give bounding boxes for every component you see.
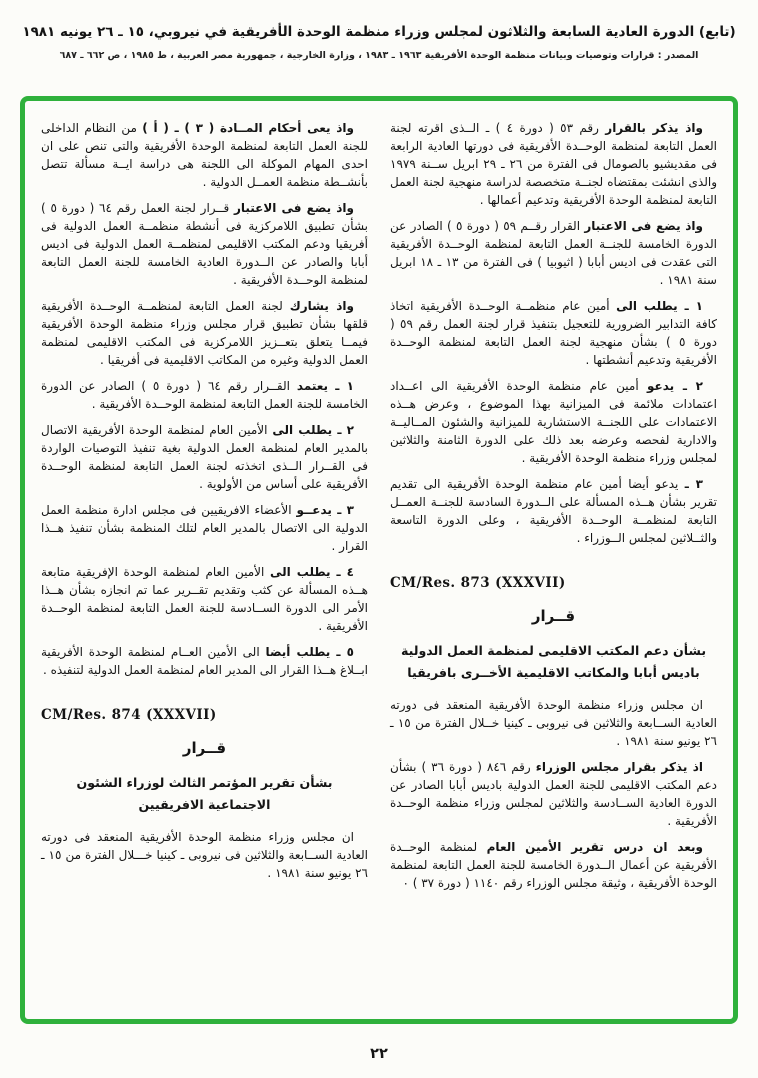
resolution-title: قــرار [182,739,227,758]
paragraph-text: ان مجلس وزراء منظمة الوحدة الأفريقية المنعقد فى دورته العادية الســابعة والثلاثين فى نيروبى ـ كينيا خــلال الفترة من ١٥ ـ ٢٦ يونيو سنة ١٩٨١ . [390,697,717,748]
paragraph [390,377,717,467]
paragraph-lead: ٢ ـ يدعو [647,379,703,393]
paragraph [41,643,368,679]
paragraph-text: الأعضاء الافريقيين فى مجلس ادارة منظمة العمل الدولية الى الاتصال بالمدير العام لتلك المنظمة بشأن تنفيذ هــذا القرار . [41,503,368,553]
resolution-subtitle: بشأن دعم المكتب الاقليمى لمنظمة العمل الدولية باديس أبابا والمكاتب الاقليمية الأخــرى بافريقيا [400,642,707,680]
paragraph [390,696,717,750]
column-right [390,119,717,1005]
paragraph-lead: اذ يذكر بقرار مجلس الوزراء [535,759,703,774]
page-footer [0,1046,758,1062]
column-left [41,119,368,1005]
paragraph-lead: ٥ ـ يطلب أيضا [265,645,354,659]
paragraph-lead: ٣ ـ يدعــو [296,503,354,517]
paragraph [41,377,368,413]
paragraph-lead: ١ ـ يطلب الى [616,299,703,313]
paragraph [41,297,368,369]
paragraph-text: رقم ٨٤٦ ( دورة ٣٦ ) بشأن دعم المكتب الاقليمى للجنة العمل الدولية باديس أبابا الصادر عن الدورة العادية الســادسة والثلاثين لمجلس وزراء منظمة الوحــدة الأفريقية . [390,759,717,828]
paragraph-text: لمنظمة الوحــدة الأفريقية عن أعمال الــدورة الخامسة للجنة العمل التابعة لمنظمة الوحدة الأفريقية ، وثيقة مجلس الوزراء رقم ١١٤٠ ( دورة ٣٧ ) ٠ [390,839,717,890]
paragraph [390,297,717,369]
paragraph-text: من النظام الداخلى للجنة العمل التابعة لمنظمة الوحدة الأفريقية والتى تنص على ان احدى المهام الموكلة الى اللجنة هى دراسة ايــة مسألة تتصل بأنشــطة منظمة العمــل الدولية . [41,121,368,189]
resolution-subtitle: بشأن تقرير المؤتمر الثالث لوزراء الشئون الاجتماعية الافريقيين [76,774,333,812]
paragraph-text: الأمين العام لمنظمة الوحدة الإفريقية متابعة هــذه المسألة عن كثب وتقديم تقــرير عما تم انجازه بشأن هــذا الأمر الى الدورة الســادسة للجنة العمل التابعة لمنظمة الوحــدة الأفريقية . [41,565,368,633]
paragraph [41,199,368,289]
paragraph [41,119,368,191]
paragraph [390,758,717,830]
paragraph-text: القــرار رقم ٦٤ ( دورة ٥ ) الصادر عن الدورة الخامسة للجنة العمل التابعة لمنظمة الوحــدة الأفريقية . [41,379,368,411]
page-header [0,0,758,61]
paragraph-text: أمين عام منظمة الوحدة الأفريقية الى اعــداد اعتمادات ملائمة فى الميزانية بهذا الموضوع ، وعرض هــذه الاعتمادات على اللجنــة الاستشارية للميزانية والشئون المــاليــة والادارية لفحصه وعرضه بعد ذلك على الدورة الثامنة والثلاثين لمجلس وزراء منظمة الوحدة الأفريقية . [390,379,717,465]
paragraph [41,421,368,493]
paragraph-text: لجنة العمل التابعة لمنظمــة الوحــدة الأفريقية قلقها بشأن تطبيق قرار مجلس وزراء منظمة الوحدة الأفريقية فيمــا يتعلق بتعــزيز اللامركزية فى المكتب الاقليمى لمنظمة العمل الدولية وغيره من المكاتب الاقليمية فى أفريقيا . [41,299,368,367]
paragraph-lead: واذ يعى أحكام المــادة ( ٣ ) ـ ( أ ) [142,121,355,135]
resolution-title: قــرار [531,607,576,626]
resolution-ref: CM/Res. 874 (XXXVII) [41,707,217,723]
paragraph [390,475,717,547]
paragraph-lead: ٣ ـ [684,477,703,491]
header-source-line: المصدر : قرارات وتوصيات وبيانات منظمة الوحدة الأفريقية ١٩٦٣ ـ ١٩٨٣ ، وزارة الخارجية ، جمهورية مصر العربية ، ط ١٩٨٥ ، ص ٦٦٢ ـ ٦٨٧ [59,50,699,61]
paragraph-lead: واذ يذكر بالقرار [605,121,703,135]
paragraph-lead: وبعد ان درس تقرير الأمين العام [486,839,703,854]
paragraph-text: أمين عام منظمــة الوحــدة الأفريقية اتخاذ كافة التدابير الضرورية للتعجيل بتنفيذ قرار لجنة العمل رقم ٥٩ ( دورة ٥ ) بشأن منهجية لجنة العمل التابعة لمنظمة الوحــدة الأفريقية وتدعيم أنشطتها . [390,299,717,367]
paragraph-lead: واذ يضع فى الاعتبار [584,219,703,233]
paragraph-text: الأمين العام لمنظمة الوحدة الأفريقية الاتصال بالمدير العام لمنظمة العمل الدولية بغية تنفيذ التوصيات الواردة فى القــرار الــذى اتخذته لجنة العمل التابعة لمنظمة الوحــدة الأفريقية على أساس من الأولوية . [41,423,368,491]
paragraph-text: قــرار لجنة العمل رقم ٦٤ ( دورة ٥ ) بشأن تطبيق اللامركزية فى أنشطة منظمــة العمل الدولية فى أفريقيا ودعم المكتب الاقليمى لمنظمــة العمل الدولية فى اديس أبابا والصادر عن الــدورة العادية الخامسة للجنة العمل التابعة لمنظمة الوحــدة الأفريقية . [41,201,368,287]
paragraph-text: رقم ٥٣ ( دورة ٤ ) ـ الــذى اقرته لجنة العمل التابعة لمنظمة الوحــدة الأفريقية فى دورتها العادية الرابعة فى مقديشيو بالصومال فى الفترة من ٢٦ ـ ٢٩ ابريل ســنة ١٩٧٩ والذى انشئت بمقتضاه لجنــة متخصصة لدراسة منهجية لجنة العمل التابعة لمنظمة الوحدة الأفريقية وتدعيم أعمالها . [390,121,717,207]
paragraph [41,501,368,555]
paragraph-lead: ١ ـ يعتمد [296,379,354,393]
paragraph-lead: واذ يضع فى الاعتبار [233,201,354,215]
paragraph-text: يدعو أيضا أمين عام منظمة الوحدة الأفريقية الى تقديم تقرير بشأن هــذه المسألة على الــدورة السادسة للجنــة العمــل التابعة لمنظمــة الوحــدة الأفريقية ، وعلى الدورة التاسعة والثــلاثين لمجلس الــوزراء . [390,477,717,545]
paragraph [41,828,368,882]
paragraph-lead: واذ يشارك [289,299,354,313]
paragraph-text: القرار رقــم ٥٩ ( دورة ٥ ) الصادر عن الدورة الخامسة للجنــة العمل التابعة لمنظمة الوحــدة الأفريقية التى عقدت فى اديس أبابا ( اثيوبيا ) فى الفترة من ١٣ ـ ١٨ ابريل سنة ١٩٨١ . [390,219,717,287]
header-title: (تابع) الدورة العادية السابعة والثلاثون لمجلس وزراء منظمة الوحدة الأفريقية في نيروبي، ١٥ ـ ٢٦ يونيه ١٩٨١ [22,24,736,40]
paragraph [390,119,717,209]
paragraph-lead: ٢ ـ يطلب الى [272,423,354,437]
green-content-frame [20,96,738,1024]
paragraph-lead: ٤ ـ يطلب الى [269,565,354,579]
paragraph [390,838,717,892]
page-number: ٢٢ [370,1046,388,1062]
paragraph-text: الى الأمين العــام لمنظمة الوحدة الأفريقية ابــلاغ هــذا القرار الى المدير العام لمنظمة العمل الدولية لتنفيذه . [41,645,368,677]
resolution-ref: CM/Res. 873 (XXXVII) [390,575,566,591]
paragraph-text: ان مجلس وزراء منظمة الوحدة الأفريقية المنعقد فى دورته العادية الســابعة والثلاثين فى نيروبى ـ كينيا خـــلال الفترة من ١٥ ـ ٢٦ يونيو سنة ١٩٨١ . [41,829,368,880]
paragraph [390,217,717,289]
paragraph [41,563,368,635]
